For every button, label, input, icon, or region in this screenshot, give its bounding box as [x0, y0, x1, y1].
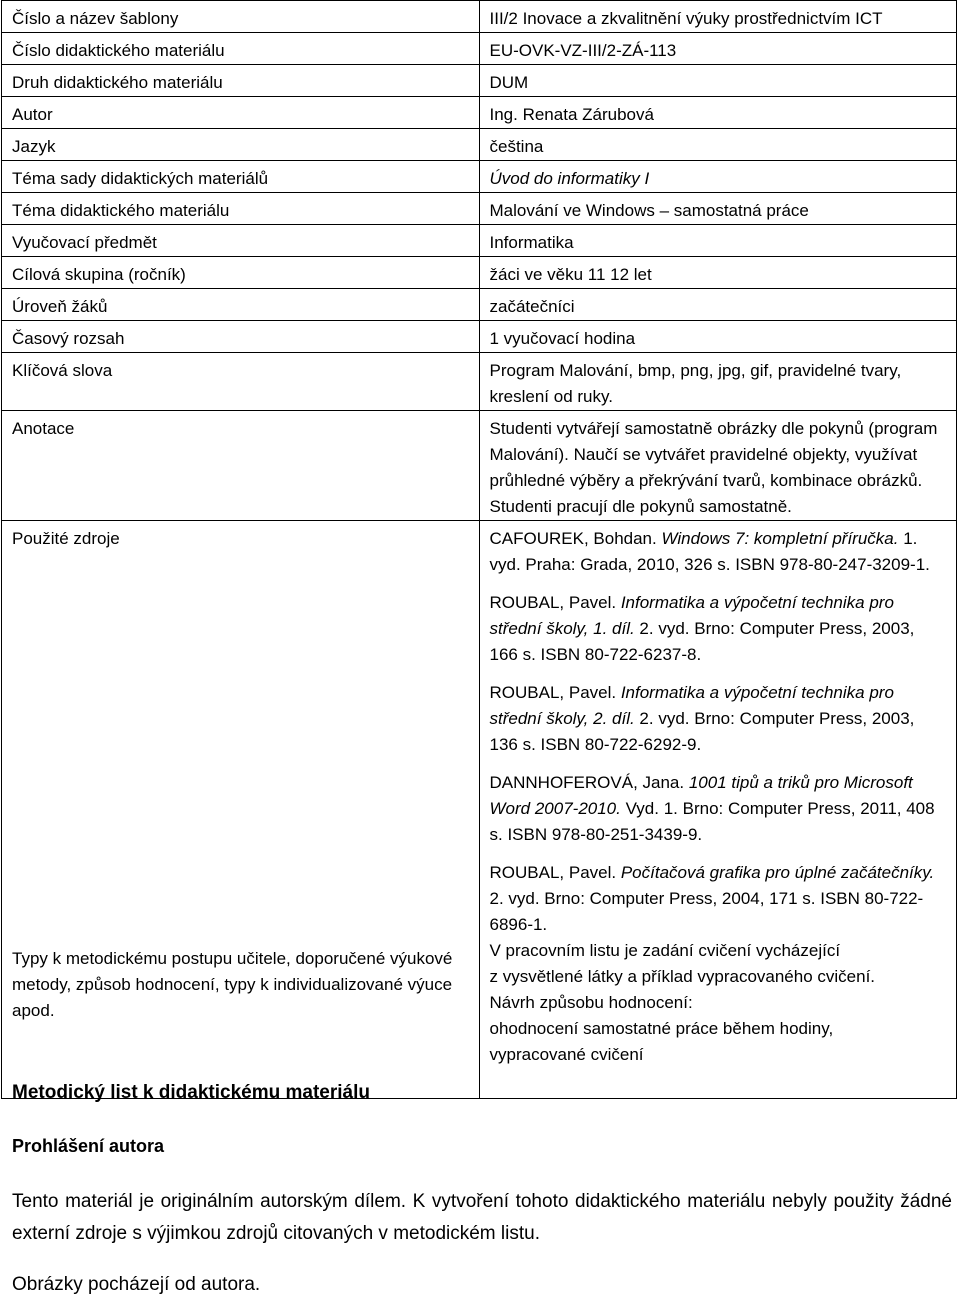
source-title: Windows 7: kompletní příručka. — [661, 529, 899, 548]
row-value: DUM — [479, 65, 957, 97]
table-row — [2, 1, 957, 33]
source-title: Informatika a výpočetní technika pro střední školy, 1. díl. — [489, 593, 894, 638]
table-row — [2, 97, 957, 129]
methods-line: vypracované cvičení — [489, 1045, 644, 1064]
row-key: Jazyk — [2, 129, 480, 161]
methods-line: Návrh způsobu hodnocení: — [489, 993, 693, 1012]
row-value: EU-OVK-VZ-III/2-ZÁ-113 — [479, 33, 957, 65]
source-author: DANNHOFEROVÁ, Jana. — [489, 773, 689, 792]
source-publication: 2. vyd. Brno: Computer Press, 2004, 171 s. ISBN 80-722-6896-1. — [489, 889, 924, 934]
row-value: Program Malování, bmp, png, jpg, gif, pravidelné tvary, kreslení od ruky. — [479, 353, 957, 411]
row-value: III/2 Inovace a zkvalitnění výuky prostřednictvím ICT — [479, 1, 957, 33]
row-key: Téma sady didaktických materiálů — [2, 161, 480, 193]
sources-and-methods-value-cell — [479, 521, 957, 1099]
row-value: Úvod do informatiky I — [479, 161, 957, 193]
row-value: Informatika — [479, 225, 957, 257]
table-row — [2, 353, 957, 411]
source-entry — [490, 860, 947, 938]
row-key: Téma didaktického materiálu — [2, 193, 480, 225]
sources-and-methods-key-cell — [2, 521, 480, 1099]
methods-line: ohodnocení samostatné práce během hodiny, — [489, 1019, 834, 1038]
row-value: začátečníci — [479, 289, 957, 321]
row-key: Vyučovací předmět — [2, 225, 480, 257]
row-value: čeština — [479, 129, 957, 161]
methods-line: V pracovním listu je zadání cvičení vycházející — [489, 941, 841, 960]
table-row — [2, 257, 957, 289]
author-declaration-heading: Prohlášení autora — [12, 1136, 165, 1156]
row-key: Číslo didaktického materiálu — [2, 33, 480, 65]
methods-key: Typy k metodickému postupu učitele, doporučené výukové metody, způsob hodnocení, typy k individualizované výuce apod. — [12, 949, 453, 1020]
table-row — [2, 193, 957, 225]
table-row — [2, 65, 957, 97]
table-row — [2, 129, 957, 161]
table-row — [2, 289, 957, 321]
sources-key: Použité zdroje — [12, 529, 120, 548]
table-row — [2, 161, 957, 193]
source-publication: 1. vyd. Praha: Grada, 2010, 326 s. ISBN 978-80-247-3209-1. — [489, 529, 930, 574]
source-entry — [490, 590, 947, 668]
row-value: Studenti vytvářejí samostatně obrázky dle pokynů (program Malování). Naučí se vytvářet pravidelné objekty, využívat průhledné výběry a překrývání tvarů, kombinace obrázků. Studenti pracují dle pokynů samostatně. — [479, 411, 957, 521]
row-value: Ing. Renata Zárubová — [479, 97, 957, 129]
source-author: ROUBAL, Pavel. — [489, 683, 621, 702]
row-key: Číslo a název šablony — [2, 1, 480, 33]
row-key: Úroveň žáků — [2, 289, 480, 321]
source-publication: Vyd. 1. Brno: Computer Press, 2011, 408 s. ISBN 978-80-251-3439-9. — [489, 799, 935, 844]
row-key: Anotace — [2, 411, 480, 521]
source-publication: 2. vyd. Brno: Computer Press, 2003, 166 s. ISBN 80-722-6237-8. — [489, 619, 915, 664]
source-title: Informatika a výpočetní technika pro střední školy, 2. díl. — [489, 683, 894, 728]
source-title: 1001 tipů a triků pro Microsoft Word 2007-2010. — [489, 773, 913, 818]
table-row — [2, 411, 957, 521]
row-key: Klíčová slova — [2, 353, 480, 411]
metadata-table — [1, 0, 957, 1099]
methodology-heading: Metodický list k didaktickému materiálu — [12, 1082, 370, 1103]
source-entry — [490, 526, 947, 578]
source-entry — [490, 770, 947, 848]
source-author: ROUBAL, Pavel. — [489, 863, 621, 882]
source-entry — [490, 680, 947, 758]
table-row — [2, 33, 957, 65]
table-row — [2, 521, 957, 1099]
images-note: Obrázky pocházejí od autora. — [12, 1274, 261, 1295]
methods-line: z vysvětlené látky a příklad vypracovaného cvičení. — [489, 967, 876, 986]
row-value: Malování ve Windows – samostatná práce — [479, 193, 957, 225]
row-key: Cílová skupina (ročník) — [2, 257, 480, 289]
source-author: ROUBAL, Pavel. — [489, 593, 621, 612]
table-row — [2, 225, 957, 257]
source-publication: 2. vyd. Brno: Computer Press, 2003, 136 s. ISBN 80-722-6292-9. — [489, 709, 915, 754]
table-row — [2, 321, 957, 353]
declaration-paragraph: Tento materiál je originálním autorským dílem. K vytvoření tohoto didaktického materiálu nebyly použity žádné externí zdroje s výjimkou zdrojů citovaných v metodickém listu. — [12, 1191, 952, 1244]
row-value: žáci ve věku 11 12 let — [479, 257, 957, 289]
source-title: Počítačová grafika pro úplné začátečníky. — [620, 863, 935, 882]
row-key: Časový rozsah — [2, 321, 480, 353]
row-value: 1 vyučovací hodina — [479, 321, 957, 353]
row-key: Druh didaktického materiálu — [2, 65, 480, 97]
row-key: Autor — [2, 97, 480, 129]
source-author: CAFOUREK, Bohdan. — [489, 529, 662, 548]
